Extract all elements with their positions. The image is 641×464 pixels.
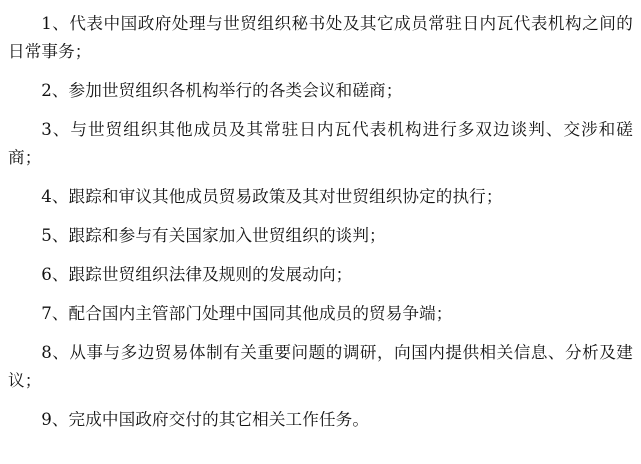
- duty-item-5: 5、跟踪和参与有关国家加入世贸组织的谈判；: [41, 226, 386, 245]
- duty-item-8: 8、从事与多边贸易体制有关重要问题的调研，向国内提供相关信息、分析及建议；: [8, 343, 633, 390]
- duty-item-2: 2、参加世贸组织各机构举行的各类会议和磋商；: [41, 81, 403, 100]
- duty-item-6: 6、跟踪世贸组织法律及规则的发展动向；: [41, 265, 353, 284]
- duty-item-3: 3、与世贸组织其他成员及其常驻日内瓦代表机构进行多双边谈判、交涉和磋商；: [8, 120, 633, 167]
- duty-item-4: 4、跟踪和审议其他成员贸易政策及其对世贸组织协定的执行；: [41, 187, 503, 206]
- duty-item-7: 7、配合国内主管部门处理中国同其他成员的贸易争端；: [41, 304, 453, 323]
- duty-item-1: 1、代表中国政府处理与世贸组织秘书处及其它成员常驻日内瓦代表机构之间的日常事务；: [8, 14, 633, 61]
- duty-item-9: 9、完成中国政府交付的其它相关工作任务。: [41, 410, 370, 429]
